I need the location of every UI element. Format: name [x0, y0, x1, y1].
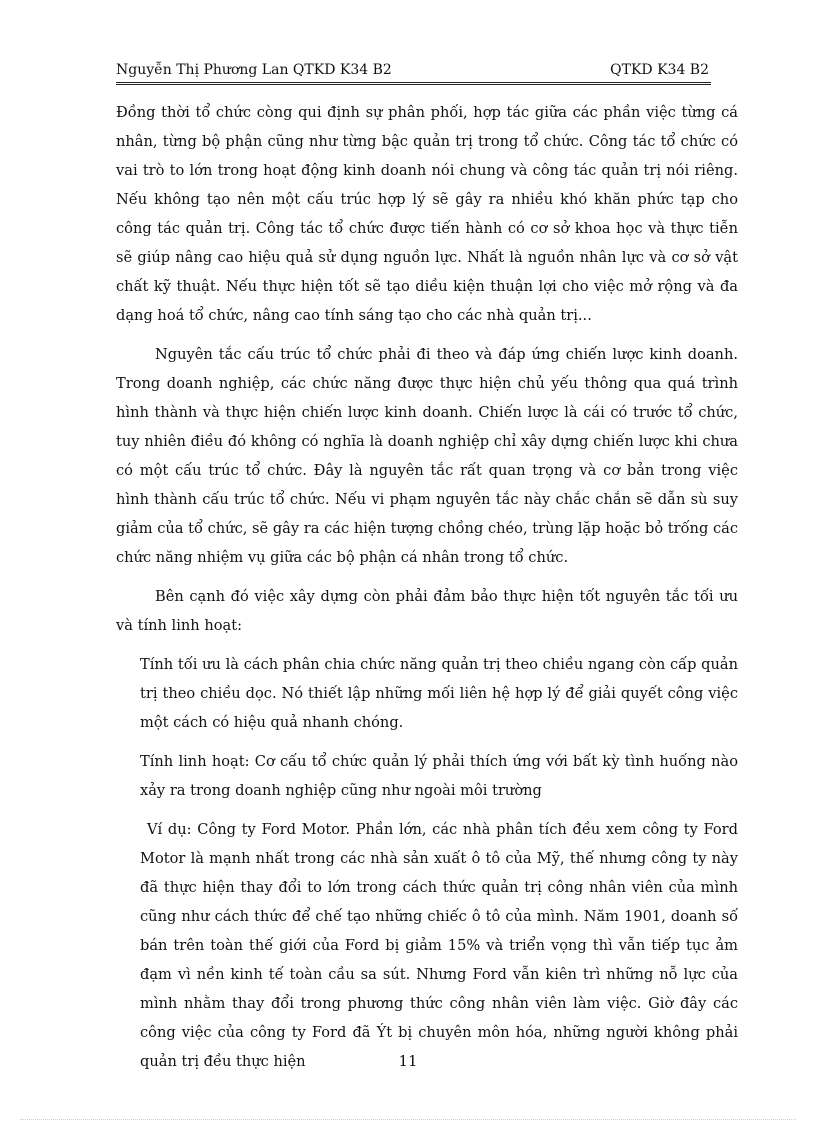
header-course: QTKD K34 B2 — [610, 62, 709, 78]
paragraph-organization-role: Đồng thời tổ chức còng qui định sự phân phối, hợp tác giữa các phần việc từng cá nhân, từng bộ phận cũng như từng bậc quản trị trong tổ chức. Công tác tổ chức có vai trò to lớn trong hoạt động kinh doanh nói chung và công tác quản trị nói riêng. Nếu không tạo nên một cấu trúc hợp lý sẽ gây ra nhiều khó khăn phức tạp cho công tác quản trị. Công tác tổ chức được tiến hành có cơ sở khoa học và thực tiễn sẽ giúp nâng cao hiệu quả sử dụng nguồn lực. Nhất là nguồn nhân lực và cơ sở vật chất kỹ thuật. Nếu thực hiện tốt sẽ tạo diều kiện thuận lợi cho việc mở rộng và đa dạng hoá tổ chức, nâng cao tính sáng tạo cho các nhà quản trị... — [116, 104, 738, 324]
paragraph-ford-example: Ví dụ: Công ty Ford Motor. Phần lớn, các nhà phân tích đều xem công ty Ford Motor là mạnh nhất trong các nhà sản xuất ô tô của Mỹ, thế nhưng công ty này đã thực hiện thay đổi to lớn trong cách thức quản trị công nhân viên của mình cũng như cách thức để chế tạo những chiếc ô tô của mình. Năm 1901, doanh số bán trên toàn thế giới của Ford bị giảm 15% và triển vọng thì vẫn tiếp tục ảm đạm vì nền kinh tế toàn cầu sa sút. Nhưng Ford vẫn kiên trì những nỗ lực của mình nhằm thay đổi trong phương thức công nhân viên làm việc. Giờ đây các công việc của công ty Ford đã Ýt bị chuyên môn hóa, những người không phải quản trị đều thực hiện — [140, 821, 738, 1070]
page-number: 11 — [398, 1052, 418, 1070]
paragraph-optimality: Tính tối ưu là cách phân chia chức năng quản trị theo chiều ngang còn cấp quản trị theo chiều dọc. Nó thiết lập những mối liên hệ hợp lý để giải quyết công việc một cách có hiệu quả nhanh chóng. — [140, 656, 738, 731]
header-author: Nguyễn Thị Phương Lan QTKD K34 B2 — [116, 62, 392, 78]
paragraph-flexibility: Tính linh hoạt: Cơ cấu tổ chức quản lý phải thích ứng với bất kỳ tình huống nào xảy ra trong doanh nghiệp cũng như ngoài môi trường — [140, 753, 738, 799]
paragraph-optimal-flexible: Bên cạnh đó việc xây dựng còn phải đảm bảo thực hiện tốt nguyên tắc tối ưu và tính linh hoạt: — [116, 588, 738, 634]
page-header — [116, 60, 711, 85]
body-text — [116, 98, 738, 1086]
page-bottom-divider — [20, 1119, 796, 1120]
paragraph-structure-principle: Nguyên tắc cấu trúc tổ chức phải đi theo và đáp ứng chiến lược kinh doanh. Trong doanh nghiệp, các chức năng được thực hiện chủ yếu thông qua quá trình hình thành và thực hiện chiến lược kinh doanh. Chiến lược là cái có trước tổ chức, tuy nhiên điều đó không có nghĩa là doanh nghiệp chỉ xây dựng chiến lược khi chưa có một cấu trúc tổ chức. Đây là nguyên tắc rất quan trọng và cơ bản trong việc hình thành cấu trúc tổ chức. Nếu vi phạm nguyên tắc này chắc chắn sẽ dẫn sù suy giảm của tổ chức, sẽ gây ra các hiện tượng chồng chéo, trùng lặp hoặc bỏ trống các chức năng nhiệm vụ giữa các bộ phận cá nhân trong tổ chức. — [116, 346, 738, 566]
